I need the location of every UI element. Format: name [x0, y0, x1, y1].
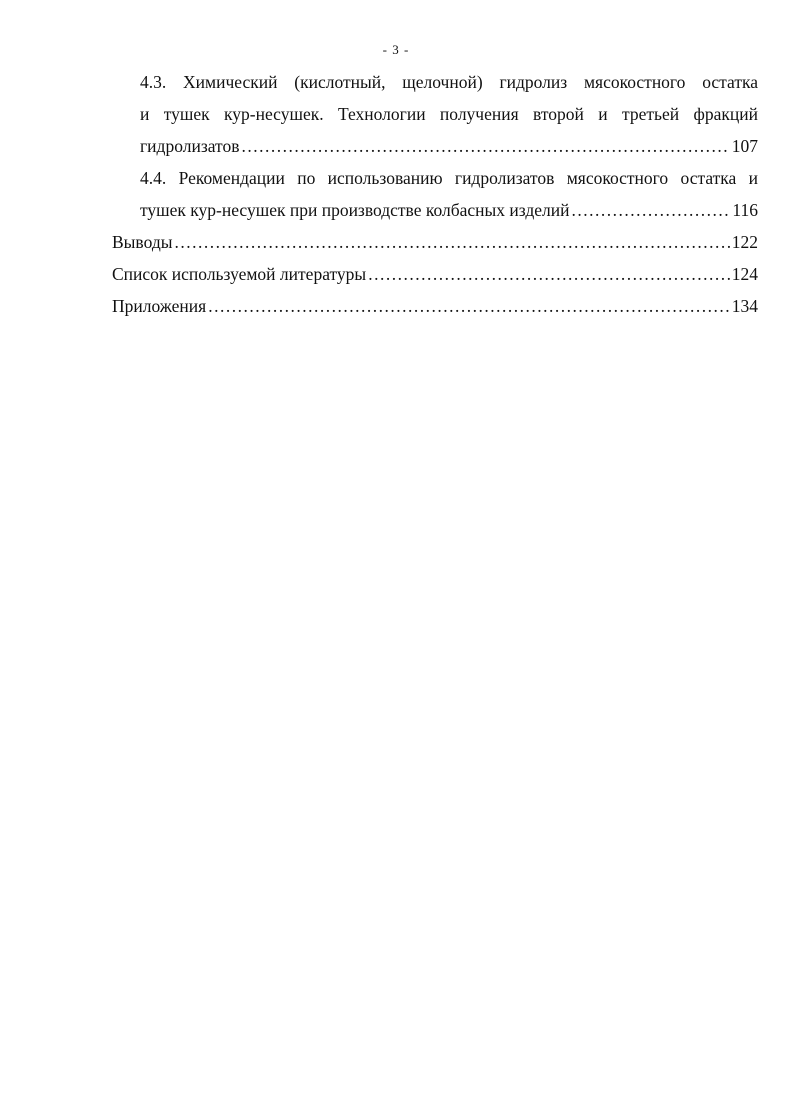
toc-entry-4-3[interactable] [112, 66, 758, 162]
dot-leader [572, 194, 731, 226]
dot-leader [368, 258, 730, 290]
toc-entry-references[interactable] [112, 258, 758, 290]
toc-entry-references-page: 124 [731, 264, 758, 284]
toc-entry-conclusions[interactable] [112, 226, 758, 258]
toc-entry-appendices-line [112, 290, 758, 322]
toc-entry-appendices-text: Приложения [112, 296, 207, 316]
toc-entry-4-4-text: тушек кур-несушек при производстве колбасных изделий [140, 200, 570, 220]
toc-entry-4-4[interactable] [112, 162, 758, 226]
toc-entry-conclusions-text: Выводы [112, 232, 173, 252]
dot-leader [208, 290, 730, 322]
toc-entry-conclusions-page: 122 [731, 232, 758, 252]
page-number: - 3 - [382, 42, 410, 57]
toc-entry-4-4-page: 116 [732, 200, 758, 220]
toc-entry-4-3-page: 107 [731, 136, 758, 156]
toc-entry-4-3-text: гидролизатов [140, 136, 240, 156]
toc-entry-4-3-line-3 [140, 130, 758, 162]
toc-entry-4-3-line-2: и тушек кур-несушек. Технологии получения второй и третьей фракций [140, 104, 758, 124]
toc-entry-4-4-line-2 [140, 194, 758, 226]
toc-entry-references-line [112, 258, 758, 290]
table-of-contents [112, 66, 758, 322]
toc-entry-conclusions-line [112, 226, 758, 258]
toc-entry-4-4-line-1: 4.4. Рекомендации по использованию гидролизатов мясокостного остатка и [140, 168, 758, 188]
dot-leader [241, 130, 729, 162]
dot-leader [174, 226, 729, 258]
toc-entry-4-3-line-1: 4.3. Химический (кислотный, щелочной) гидролиз мясокостного остатка [140, 72, 758, 92]
toc-entry-references-text: Список используемой литературы [112, 264, 367, 284]
toc-entry-appendices[interactable] [112, 290, 758, 322]
toc-entry-appendices-page: 134 [731, 296, 758, 316]
